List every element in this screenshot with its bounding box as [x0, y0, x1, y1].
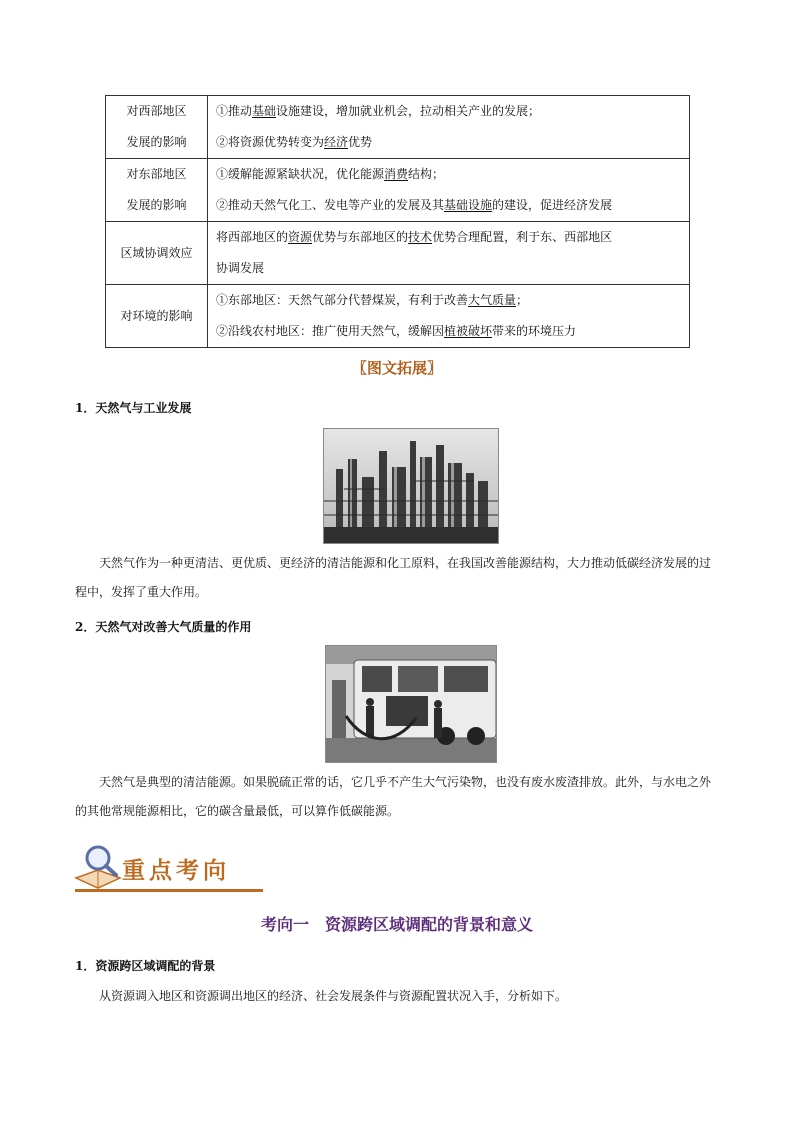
banner-underline	[75, 889, 263, 892]
text-segment: ①缓解能源紧缺状况，优化能源	[216, 167, 385, 181]
text-segment: 将西部地区的	[216, 230, 289, 244]
row-label-line: 发展的影响	[126, 198, 187, 212]
text-segment: 优势	[348, 135, 373, 149]
kaoxiang-title: 考向一 资源跨区域调配的背景和意义	[260, 915, 533, 934]
magnifier-book-icon	[68, 842, 128, 894]
impact-table-body	[106, 96, 690, 348]
item1-heading: 1．天然气与工业发展	[75, 401, 192, 415]
row-content	[208, 159, 690, 222]
section-title: 〖图文拓展〗	[351, 359, 442, 377]
content-line	[216, 190, 689, 221]
text-segment: 的建设，促进经济发展	[492, 198, 613, 212]
item1-paragraph: 天然气作为一种更清洁、更优质、更经济的清洁能源和化工原料，在我国改善能源结构，大力推动低碳经济发展的过程中，发挥了重大作用。	[75, 556, 712, 599]
impact-table	[105, 95, 690, 348]
row-label-line: 对西部地区	[126, 104, 187, 118]
text-segment: 设施建设，增加就业机会，拉动相关产业的发展；	[276, 104, 541, 118]
row-label	[106, 96, 208, 159]
underlined-term: 资源	[288, 230, 313, 244]
table-row	[106, 96, 690, 159]
underlined-term: 基础	[252, 104, 277, 118]
underlined-term: 经济	[324, 135, 349, 149]
row-label-line: 对环境的影响	[120, 308, 193, 323]
text-segment: ②沿线农村地区：推广使用天然气，缓解因	[216, 324, 445, 338]
text-segment: 协调发展	[216, 261, 265, 275]
table-row	[106, 285, 690, 348]
row-label	[106, 222, 208, 285]
underlined-term: 植被破坏	[444, 324, 493, 338]
background-paragraph: 从资源调入地区和资源调出地区的经济、社会发展条件与资源配置状况入手，分析如下。	[99, 989, 568, 1003]
content-line	[216, 222, 689, 253]
text-segment: ②将资源优势转变为	[216, 135, 325, 149]
content-line	[216, 316, 689, 347]
row-content	[208, 96, 690, 159]
table-row	[106, 222, 690, 285]
row-label-line: 发展的影响	[126, 135, 187, 149]
row-content	[208, 222, 690, 285]
text-segment: ①推动	[216, 104, 253, 118]
underlined-term: 基础设施	[444, 198, 493, 212]
content-line	[216, 285, 689, 316]
background-heading: 1．资源跨区域调配的背景	[75, 959, 216, 973]
table-row	[106, 159, 690, 222]
content-line	[216, 127, 689, 158]
item2-paragraph: 天然气是典型的清洁能源。如果脱硫正常的话，它几乎不产生大气污染物，也没有废水废渣排放。此外，与水电之外的其他常规能源相比，它的碳含量最低，可以算作低碳能源。	[75, 775, 712, 818]
text-segment: ；	[516, 293, 529, 307]
row-label	[106, 285, 208, 348]
text-segment: 优势合理配置，利于东、西部地区	[432, 230, 613, 244]
underlined-term: 消费	[384, 167, 409, 181]
underlined-term: 技术	[408, 230, 433, 244]
row-label-line: 区域协调效应	[120, 245, 193, 260]
banner-title: 重点考向	[122, 857, 230, 884]
row-label-line: 对东部地区	[126, 167, 187, 181]
row-label	[106, 159, 208, 222]
industrial-plant-image	[323, 428, 499, 544]
content-line	[216, 159, 689, 190]
text-segment: 优势与东部地区的	[312, 230, 409, 244]
content-line	[216, 253, 689, 284]
item2-heading: 2．天然气对改善大气质量的作用	[75, 620, 252, 634]
underlined-term: 大气质量	[468, 293, 517, 307]
text-segment: ②推动天然气化工、发电等产业的发展及其	[216, 198, 445, 212]
text-segment: 带来的环境压力	[492, 324, 577, 338]
content-line	[216, 96, 689, 127]
bus-refueling-image	[325, 645, 497, 763]
row-content	[208, 285, 690, 348]
text-segment: ①东部地区：天然气部分代替煤炭，有利于改善	[216, 293, 469, 307]
text-segment: 结构；	[408, 167, 445, 181]
